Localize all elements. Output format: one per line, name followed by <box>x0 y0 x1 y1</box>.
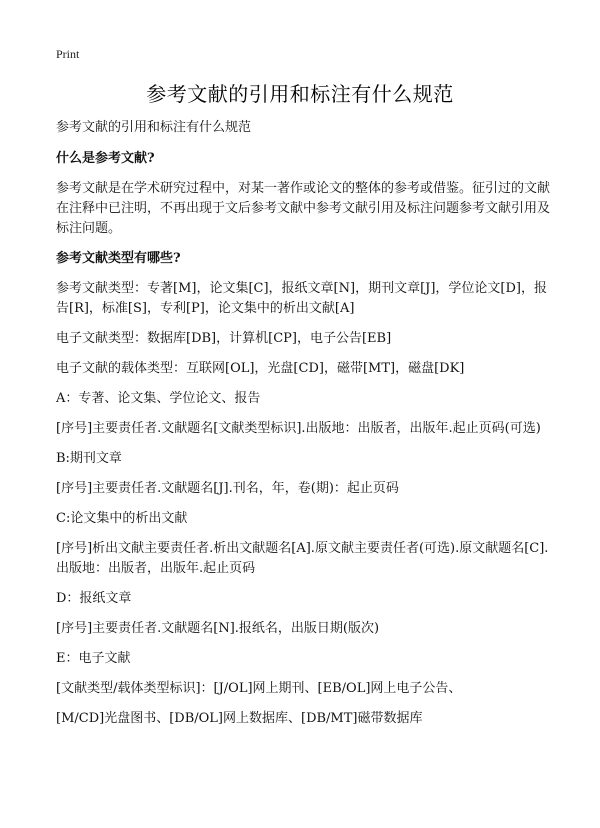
paragraph: 电子文献的载体类型：互联网[OL]，光盘[CD]，磁带[MT]，磁盘[DK] <box>56 361 465 376</box>
paragraph: D：报纸文章 <box>56 591 132 606</box>
paragraph: B:期刊文章 <box>56 451 122 466</box>
paragraph: C:论文集中的析出文献 <box>56 511 188 526</box>
paragraph: A：专著、论文集、学位论文、报告 <box>56 391 261 406</box>
paragraph: E：电子文献 <box>56 651 131 666</box>
paragraph: [M/CD]光盘图书、[DB/OL]网上数据库、[DB/MT]磁带数据库 <box>56 711 423 726</box>
paragraph: [序号]主要责任者.文献题名[J].刊名，年，卷(期)：起止页码 <box>56 481 399 496</box>
section-what-is-reference <box>56 149 556 239</box>
paragraph: [序号]主要责任者.文献题名[N].报纸名，出版日期(版次) <box>56 621 380 636</box>
page-title: 参考文献的引用和标注有什么规范 <box>146 82 454 106</box>
paragraph: [序号]析出文献主要责任者.析出文献题名[A].原文献主要责任者(可选).原文献题名[C].出版地：出版者，出版年.起止页码 <box>56 541 549 576</box>
article-subtitle: 参考文献的引用和标注有什么规范 <box>56 120 252 135</box>
paragraph: [序号]主要责任者.文献题名[文献类型标识].出版地：出版者，出版年.起止页码(可选) <box>56 421 541 436</box>
paragraph: [文献类型/载体类型标识]：[J/OL]网上期刊、[EB/OL]网上电子公告、 <box>56 681 462 696</box>
section-heading: 参考文献类型有哪些? <box>56 251 181 266</box>
section-heading: 什么是参考文献? <box>56 151 155 166</box>
article-body <box>56 118 556 739</box>
paragraph: 参考文献类型：专著[M]，论文集[C]，报纸文章[N]，期刊文章[J]，学位论文[D]，报告[R]，标准[S]，专利[P]，论文集中的析出文献[A] <box>56 281 547 316</box>
section-reference-types <box>56 249 556 729</box>
print-link[interactable]: Print <box>56 47 80 61</box>
paragraph: 电子文献类型：数据库[DB]，计算机[CP]，电子公告[EB] <box>56 331 392 346</box>
paragraph: 参考文献是在学术研究过程中，对某一著作或论文的整体的参考或借鉴。征引过的文献在注释中已注明，不再出现于文后参考文献中参考文献引用及标注问题参考文献引用及标注问题。 <box>56 181 551 236</box>
